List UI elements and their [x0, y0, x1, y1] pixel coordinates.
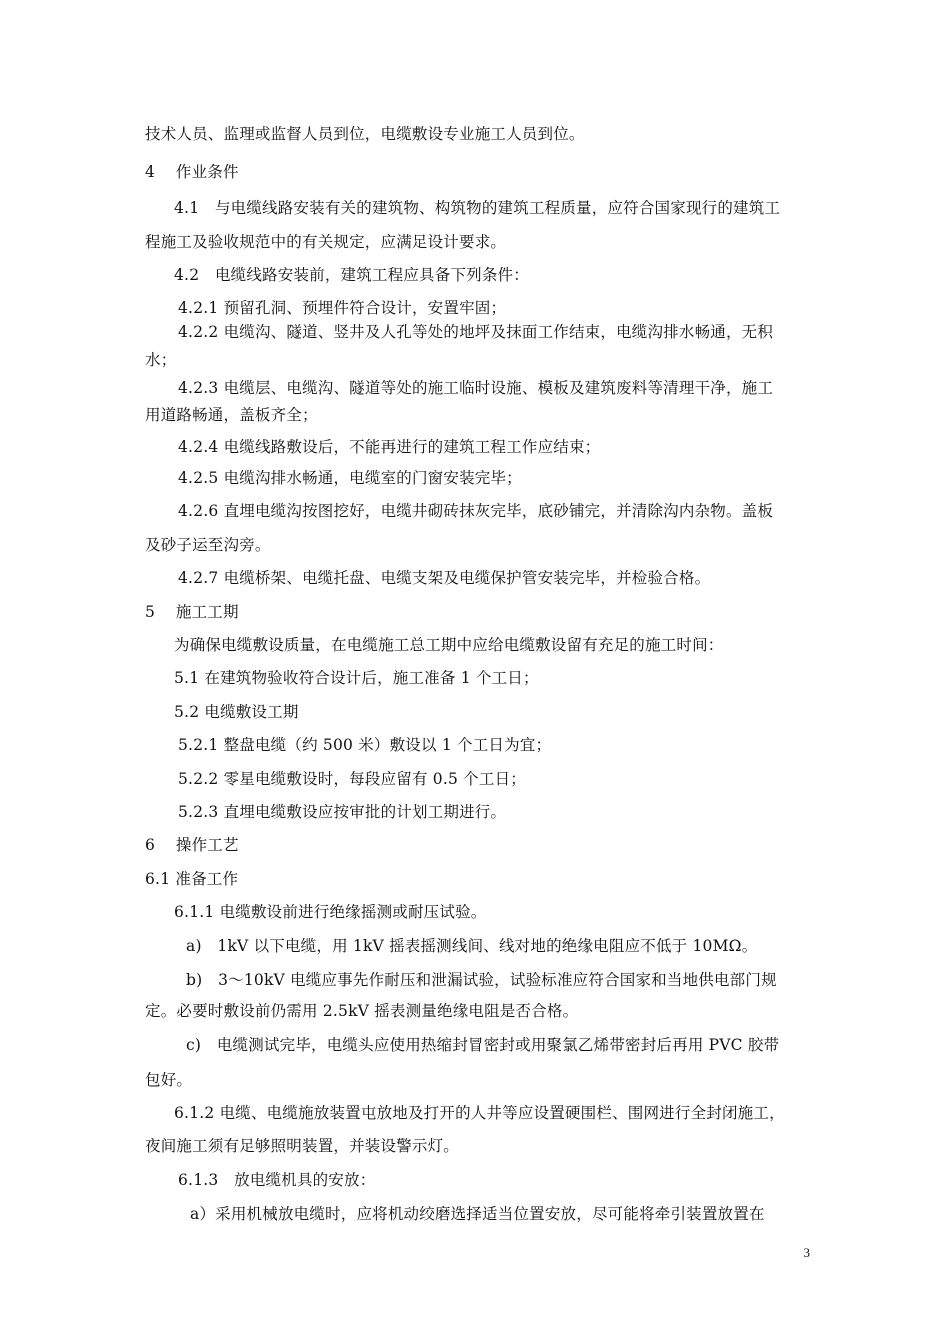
text-line: 技术人员、监理或监督人员到位，电缆敷设专业施工人员到位。 [145, 125, 585, 143]
text-line: 4.2.5 电缆沟排水畅通，电缆室的门窗安装完毕； [178, 469, 522, 487]
text-line: 4.2 电缆线路安装前，建筑工程应具备下列条件： [174, 266, 529, 284]
text-line: 水； [145, 351, 177, 369]
text-line: 4.2.1 预留孔洞、预埋件符合设计，安置牢固； [178, 299, 507, 317]
text-line: 4.2.4 电缆线路敷设后，不能再进行的建筑工程工作应结束； [178, 438, 601, 456]
section-heading-5: 5 施工工期 [145, 603, 239, 621]
section-heading-6: 6 操作工艺 [145, 836, 239, 854]
text-line: 4.2.3 电缆层、电缆沟、隧道等处的施工临时设施、模板及建筑废料等清理干净，施工 [178, 379, 774, 397]
text-line: 夜间施工须有足够照明装置，并装设警示灯。 [145, 1137, 460, 1155]
text-line: 5.2.2 零星电缆敷设时，每段应留有 0.5 个工日； [178, 770, 526, 788]
text-line: 定。必要时敷设前仍需用 2.5kV 摇表测量绝缘电阻是否合格。 [145, 1002, 579, 1020]
text-line: 4.2.2 电缆沟、隧道、竖井及人孔等处的地坪及抹面工作结束，电缆沟排水畅通，无积 [178, 323, 774, 341]
section-heading-4: 4 作业条件 [145, 163, 239, 181]
text-line: 4.1 与电缆线路安装有关的建筑物、构筑物的建筑工程质量，应符合国家现行的建筑工 [174, 199, 781, 217]
text-line: 5.1 在建筑物验收符合设计后，施工准备 1 个工日； [174, 669, 539, 687]
text-line: 程施工及验收规范中的有关规定，应满足设计要求。 [145, 233, 507, 251]
text-line: 6.1.1 电缆敷设前进行绝缘摇测或耐压试验。 [174, 903, 487, 921]
text-line: 及砂子运至沟旁。 [145, 536, 271, 554]
text-line: a）采用机械放电缆时，应将机动绞磨选择适当位置安放，尽可能将牵引装置放置在 [190, 1205, 765, 1223]
text-line: c) 电缆测试完毕，电缆头应使用热缩封冒密封或用聚氯乙烯带密封后再用 PVC 胶带 [186, 1036, 780, 1054]
text-line: 5.2.3 直埋电缆敷设应按审批的计划工期进行。 [178, 803, 507, 821]
text-line: 4.2.6 直埋电缆沟按图挖好，电缆井砌砖抹灰完毕，底砂铺完，并清除沟内杂物。盖板 [178, 502, 774, 520]
text-line: 包好。 [145, 1071, 193, 1089]
text-line: 为确保电缆敷设质量，在电缆施工总工期中应给电缆敷设留有充足的施工时间： [174, 636, 724, 654]
text-line: 6.1.2 电缆、电缆施放装置屯放地及打开的人井等应设置硬围栏、围网进行全封闭施工， [174, 1104, 785, 1122]
text-line: 4.2.7 电缆桥架、电缆托盘、电缆支架及电缆保护管安装完毕，并检验合格。 [178, 569, 711, 587]
subsection-heading: 6.1 准备工作 [145, 870, 239, 888]
text-line: a) 1kV 以下电缆，用 1kV 摇表摇测线间、线对地的绝缘电阻应不低于 10MΩ。 [186, 937, 758, 955]
text-line: 6.1.3 放电缆机具的安放： [178, 1171, 376, 1189]
text-line: 用道路畅通，盖板齐全； [145, 406, 318, 424]
page-number: 3 [803, 1245, 810, 1260]
text-line: 5.2.1 整盘电缆（约 500 米）敷设以 1 个工日为宜； [178, 736, 552, 754]
text-line: b) 3～10kV 电缆应事先作耐压和泄漏试验，试验标准应符合国家和当地供电部门规 [186, 971, 777, 989]
text-line: 5.2 电缆敷设工期 [174, 703, 299, 721]
